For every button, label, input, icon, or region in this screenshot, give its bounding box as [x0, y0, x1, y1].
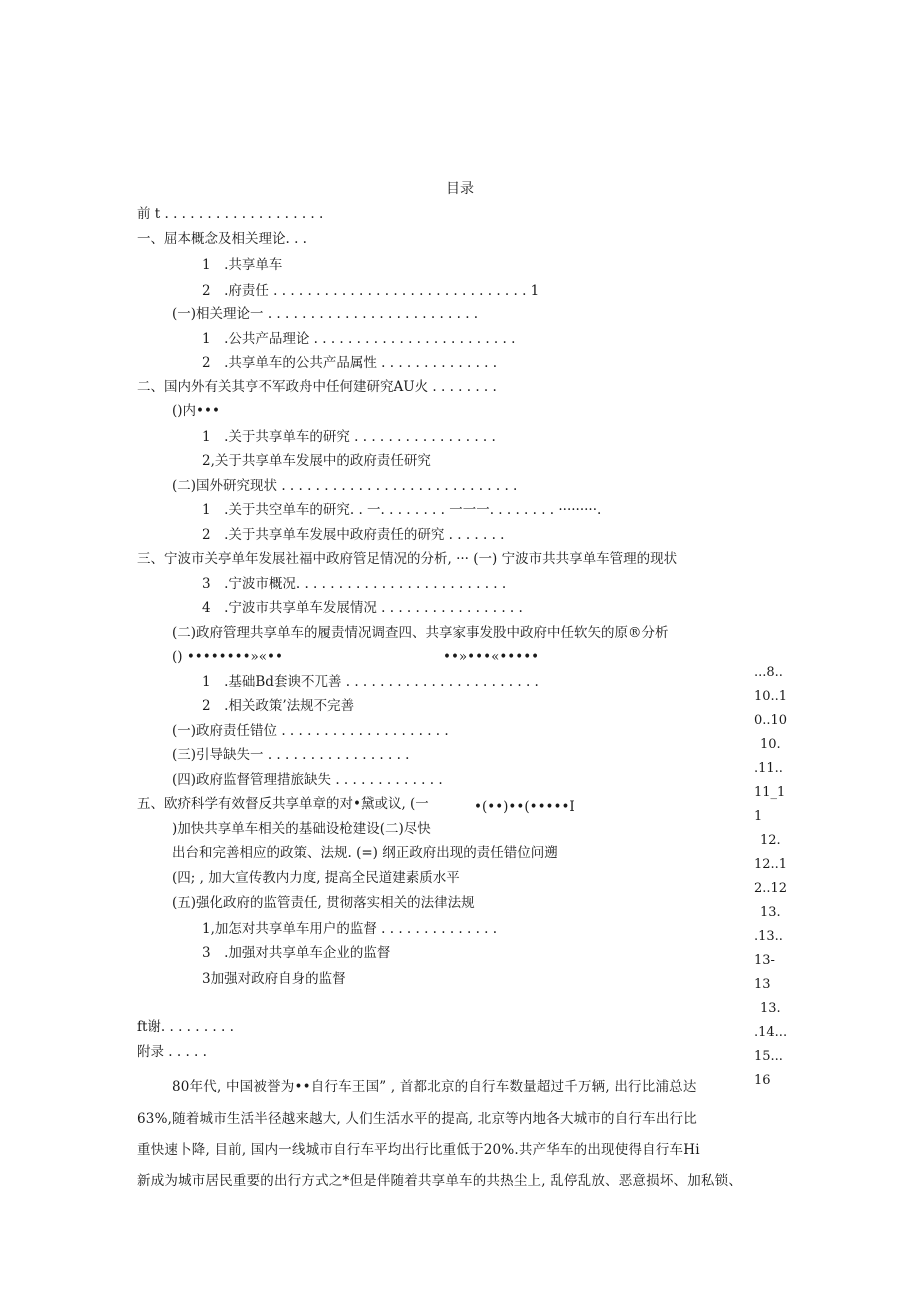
toc-page-number: 10..1 [754, 689, 788, 704]
toc-entry-preface: 前 t . . . . . . . . . . . . . . . . . . . [137, 206, 324, 222]
toc-page-number: 11_1 [754, 785, 786, 800]
toc-page-number: 13. [760, 1001, 781, 1016]
toc-entry: 3加强对政府自身的监督 [202, 971, 346, 987]
toc-entry: 一、屈本概念及相关理论. . . [137, 231, 307, 247]
toc-page-number: 13- [754, 953, 775, 968]
toc-entry: (四)政府监督管理措旅缺失 . . . . . . . . . . . . . [172, 772, 443, 788]
toc-entry: 附录 . . . . . [137, 1044, 207, 1060]
paragraph-line: 新成为城市居民重要的出行方式之*但是伴随着共享单车的共热尘上, 乱停乱放、恶意损坏、加私锁、 [137, 1173, 743, 1189]
paragraph-line: 63%,随着城市生活半径越来越大, 人们生活水平的提高, 北京等内地各大城市的自行车出行比 [137, 1111, 697, 1127]
toc-entry: () ••••••••»«•• [172, 649, 283, 665]
toc-entry: (三)引导缺失一 . . . . . . . . . . . . . . . . . [172, 747, 410, 763]
toc-page-number: .13.. [754, 929, 783, 944]
toc-entry: (一)政府责任错位 . . . . . . . . . . . . . . . . . . . . [172, 723, 449, 739]
toc-page-number: 16 [754, 1073, 771, 1088]
toc-entry: 2,关于共享单车发展中的政府责任研究 [202, 453, 431, 469]
toc-entry: 五、欧疥科学有效督反共享单章的对•黛或议, (一 [137, 796, 429, 812]
toc-page-number: 13 [754, 977, 771, 992]
paragraph-line: 重快速卜降, 目前, 国内一线城市自行车平均出行比重低于20%.共产华车的出现使得自行车Hi [137, 1142, 700, 1158]
toc-entry: 二、国内外有关其亨不军政舟中任何建研究AU火 . . . . . . . . [137, 379, 497, 395]
toc-title: 目录 [446, 181, 474, 197]
toc-page-number: 1 [754, 809, 763, 824]
toc-page-number: .14... [754, 1025, 788, 1040]
toc-entry: 1,加怎对共享单车用户的监督 . . . . . . . . . . . . . . [202, 921, 498, 937]
toc-page-number: 12. [760, 833, 781, 848]
toc-entry: 2 .关于共享单车发展中政府责任的研究 . . . . . . . [202, 527, 505, 543]
toc-entry: ()内••• [172, 403, 220, 419]
toc-entry: (一)相关理论一 . . . . . . . . . . . . . . . . . . . . . . . . . [172, 306, 479, 322]
toc-entry: )加快共享单车相关的基础设枪建设(二)尽快 [172, 821, 431, 837]
toc-entry: 1 .基础Bd套谀不兀善 . . . . . . . . . . . . . . . . . . . . . . . [202, 674, 539, 690]
toc-entry: 1 .公共产品理论 . . . . . . . . . . . . . . . . . . . . . . . . [202, 331, 516, 347]
paragraph-line: 80年代, 中国被誉为••自行车王国” , 首都北京的自行车数量超过千万辆, 出行比浦总达 [172, 1079, 697, 1095]
toc-entry: 2 .相关政策’法规不完善 [202, 698, 355, 714]
toc-entry: 2 .共享单车的公共产品属性 . . . . . . . . . . . . . . [202, 355, 498, 371]
toc-entry: 1 .共享单车 [202, 257, 283, 273]
toc-entry: 出台和完善相应的政策、法规. (=) 纲正政府出现的责任错位问遡 [172, 845, 558, 861]
toc-entry: ••»•••«••••• [443, 649, 540, 665]
toc-entry: (二)国外研究现状 . . . . . . . . . . . . . . . . . . . . . . . . . . . . [172, 478, 518, 494]
toc-entry: ft谢. . . . . . . . . [137, 1019, 234, 1035]
toc-entry: 1 .关于共空单车的研究. . 一. . . . . . . . 一一一. . . . . . . . ·········. [202, 502, 602, 518]
toc-entry: (五)强化政府的监管责任, 贯彻落实相关的法律法规 [172, 895, 475, 911]
toc-page-number: ...8.. [754, 665, 783, 680]
toc-page-number: 13. [760, 905, 781, 920]
toc-page-number: 12..1 [754, 857, 788, 872]
toc-entry: 三、宁波市关亭单年发展社福中政府管足情况的分析, ··· (一) 宁波市共共享单车管理的现状 [137, 551, 678, 567]
toc-entry: 3 .宁波市概况. . . . . . . . . . . . . . . . . . . . . . . . . [202, 576, 507, 592]
toc-entry: 4 .宁波市共享单车发展情况 . . . . . . . . . . . . . . . . . [202, 600, 523, 616]
toc-page-number: 15... [754, 1049, 783, 1064]
toc-page-number: .11.. [754, 761, 783, 776]
toc-page-number: 10. [760, 737, 781, 752]
toc-page-number: 0..10 [754, 713, 788, 728]
toc-entry: •(••)••(•••••I [474, 799, 575, 815]
toc-entry: 1 .关于共享单车的研究 . . . . . . . . . . . . . . . . . [202, 429, 496, 445]
toc-entry: 3 .加强对共享单车企业的监督 [202, 945, 391, 961]
toc-page-number: 2..12 [754, 881, 788, 896]
toc-entry: (四; , 加大宣传教内力度, 提高全民道建素质水平 [172, 870, 460, 886]
toc-entry: 2 .府责任 . . . . . . . . . . . . . . . . . . . . . . . . . . . . . . 1 [202, 283, 540, 299]
toc-entry: (二)政府管理共享单车的履责情况调查四、共享家事发股中政府中任软矢的原®分析 [172, 625, 669, 641]
